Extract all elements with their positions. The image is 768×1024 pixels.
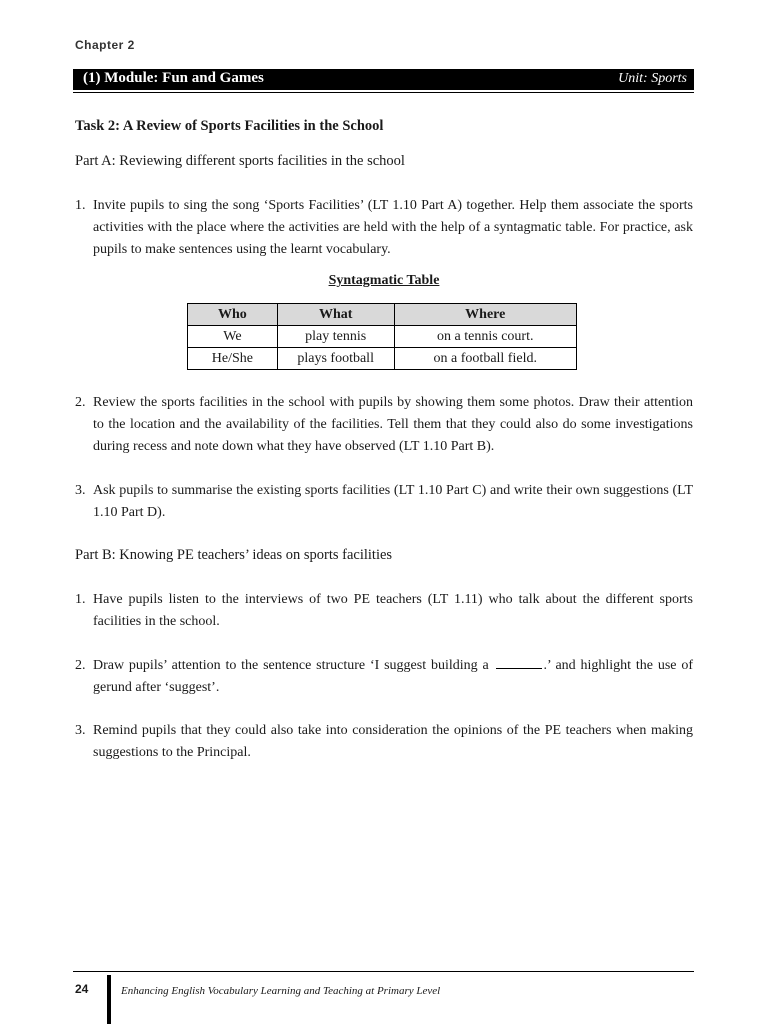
table-cell: plays football [277, 348, 394, 370]
table-header-row [188, 304, 577, 326]
item-number: 1. [75, 592, 86, 607]
item-number: 3. [75, 483, 86, 498]
module-title: (1) Module: Fun and Games [83, 70, 264, 86]
part-a-title: Part A: Reviewing different sports facilities in the school [75, 153, 405, 169]
column-header-where: Where [394, 304, 576, 326]
table-row [188, 348, 577, 370]
footer-divider [73, 971, 694, 972]
part-b-item-2 [75, 655, 693, 699]
table-cell: He/She [188, 348, 278, 370]
module-header-bar [73, 69, 694, 90]
table-cell: on a tennis court. [394, 326, 576, 348]
item-text: Ask pupils to summarise the existing sports facilities (LT 1.10 Part C) and write their own suggestions (LT 1.10 Part D). [93, 483, 693, 520]
item-number: 2. [75, 395, 86, 410]
item-text: Invite pupils to sing the song ‘Sports Facilities’ (LT 1.10 Part A) together. Help them associate the sports activities with the place where the activities are held with the help of a syntagmatic table. For practice, ask pupils to make sentences using the learnt vocabulary. [93, 198, 693, 257]
item-text [93, 655, 693, 699]
item-text: Review the sports facilities in the school with pupils by showing them some photos. Draw their attention to the location and the availability of the facilities. Tell them that they could also do some investigations during recess and note down what they have observed (LT 1.10 Part B). [93, 395, 693, 454]
table-caption: Syntagmatic Table [328, 273, 440, 288]
header-divider [73, 92, 694, 93]
chapter-label: Chapter 2 [75, 38, 135, 52]
item-text: Remind pupils that they could also take into consideration the opinions of the PE teachers when making suggestions to the Principal. [93, 723, 693, 760]
footer-book-title: Enhancing English Vocabulary Learning and Teaching at Primary Level [121, 985, 441, 997]
page-number: 24 [75, 982, 89, 996]
part-a-item-3 [75, 480, 693, 524]
part-b-item-3 [75, 720, 693, 764]
column-header-who: Who [188, 304, 278, 326]
table-row [188, 326, 577, 348]
syntagmatic-table [187, 303, 577, 370]
footer-vertical-bar [107, 975, 111, 1024]
item-number: 1. [75, 198, 86, 213]
item-number: 2. [75, 658, 86, 673]
item-number: 3. [75, 723, 86, 738]
column-header-what: What [277, 304, 394, 326]
item-text-before-blank: Draw pupils’ attention to the sentence structure ‘I suggest building a [93, 658, 489, 673]
item-text-after-blank: .’ and highlight the use of gerund after ‘suggest’. [93, 658, 693, 695]
table-cell: We [188, 326, 278, 348]
table-cell: on a football field. [394, 348, 576, 370]
part-a-item-1 [75, 195, 693, 261]
item-text: Have pupils listen to the interviews of two PE teachers (LT 1.11) who talk about the different sports facilities in the school. [93, 592, 693, 629]
fill-in-blank [496, 656, 542, 669]
part-b-title: Part B: Knowing PE teachers’ ideas on sports facilities [75, 547, 393, 563]
table-cell: play tennis [277, 326, 394, 348]
part-b-item-1 [75, 589, 693, 633]
task-title: Task 2: A Review of Sports Facilities in the School [75, 118, 384, 134]
unit-label: Unit: Sports [618, 71, 687, 86]
part-a-item-2 [75, 392, 693, 458]
